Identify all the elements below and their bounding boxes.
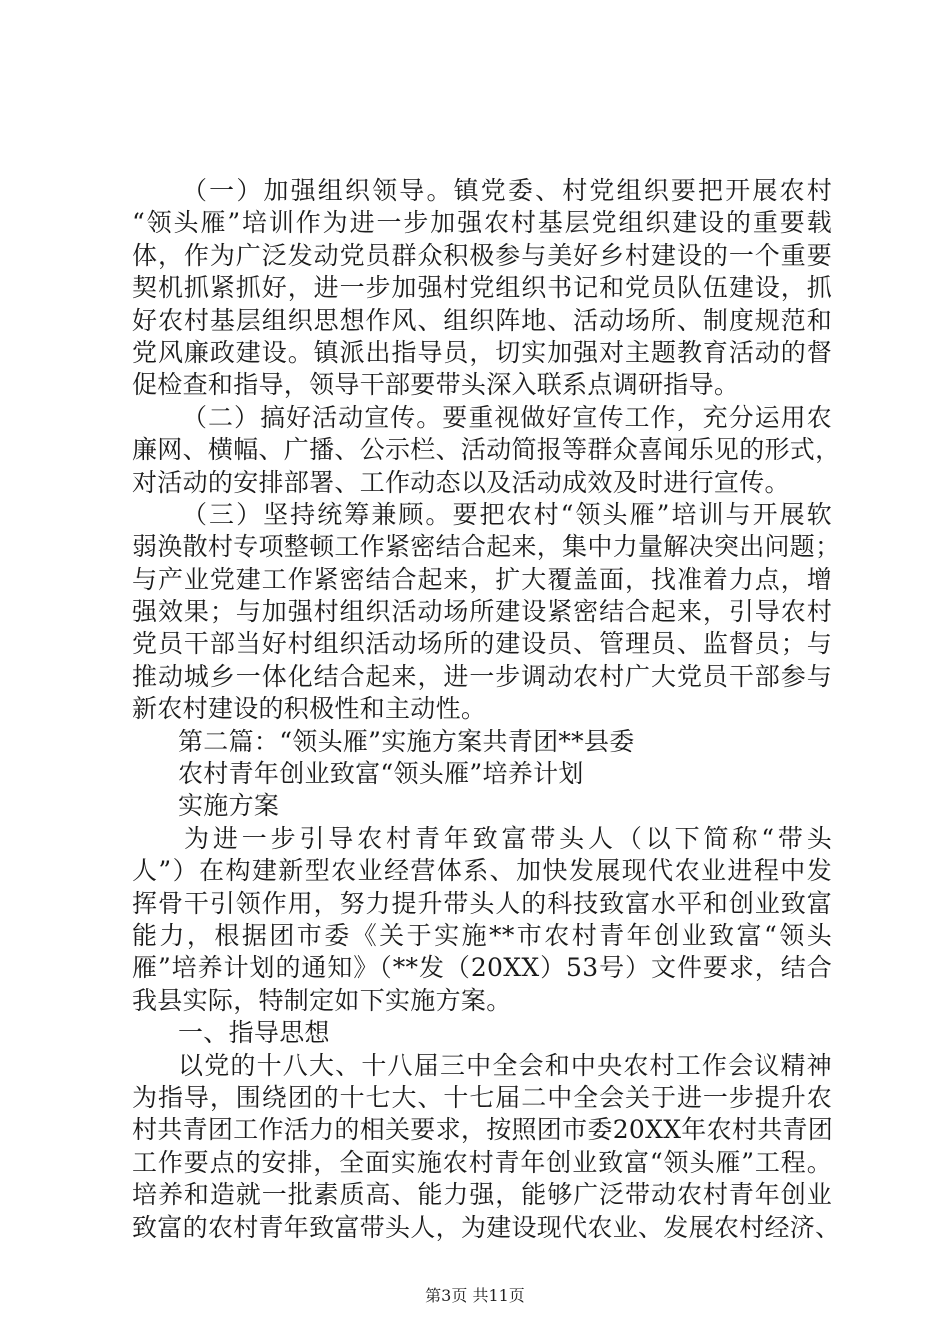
text-line: 契机抓紧抓好，进一步加强村党组织书记和党员队伍建设，抓: [132, 273, 832, 303]
text-line: 新农村建设的积极性和主动性。: [132, 694, 487, 724]
text-line: 强效果；与加强村组织活动场所建设紧密结合起来，引导农村: [132, 597, 832, 627]
text-line: 一、指导思想: [178, 1018, 330, 1048]
text-line: 以党的十八大、十八届三中全会和中央农村工作会议精神: [178, 1050, 832, 1080]
text-line: 为指导，围绕团的十七大、十七届二中全会关于进一步提升农: [132, 1082, 832, 1112]
text-line: 人”）在构建新型农业经营体系、加快发展现代农业进程中发: [132, 856, 832, 886]
text-line: 雁”培养计划的通知》（**发（20XX）53号）文件要求，结合: [132, 953, 832, 983]
document-body: [132, 175, 841, 1244]
text-line: 挥骨干引领作用，努力提升带头人的科技致富水平和创业致富: [132, 888, 832, 918]
text-line: 工作要点的安排，全面实施农村青年创业致富“领头雁”工程。: [132, 1147, 832, 1177]
text-line: （二）搞好活动宣传。要重视做好宣传工作，充分运用农: [182, 402, 832, 432]
text-line: “领头雁”培训作为进一步加强农村基层党组织建设的重要载: [132, 208, 832, 238]
text-line: 党员干部当好村组织活动场所的建设员、管理员、监督员；与: [132, 629, 832, 659]
text-line: 党风廉政建设。镇派出指导员，切实加强对主题教育活动的督: [132, 337, 832, 367]
text-line: 我县实际，特制定如下实施方案。: [132, 985, 512, 1015]
text-line: 体，作为广泛发动党员群众积极参与美好乡村建设的一个重要: [132, 240, 832, 270]
text-line: 与产业党建工作紧密结合起来，扩大覆盖面，找准着力点，增: [132, 564, 832, 594]
text-line: 对活动的安排部署、工作动态以及活动成效及时进行宣传。: [132, 467, 790, 497]
text-line: 好农村基层组织思想作风、组织阵地、活动场所、制度规范和: [132, 305, 832, 335]
text-line: 廉网、横幅、广播、公示栏、活动简报等群众喜闻乐见的形式，: [132, 435, 841, 465]
text-line: 促检查和指导，领导干部要带头深入联系点调研指导。: [132, 370, 740, 400]
page-footer: 第3页 共11页: [425, 1286, 525, 1305]
text-line: 农村青年创业致富“领头雁”培养计划: [178, 759, 584, 789]
text-line: （三）坚持统筹兼顾。要把农村“领头雁”培训与开展软: [182, 499, 832, 529]
text-line: 村共青团工作活力的相关要求，按照团市委20XX年农村共青团: [132, 1115, 834, 1145]
text-line: 为进一步引导农村青年致富带头人（以下简称“带头: [184, 823, 832, 853]
text-line: 推动城乡一体化结合起来，进一步调动农村广大党员干部参与: [132, 661, 832, 691]
text-line: 实施方案: [178, 791, 280, 821]
text-line: 弱涣散村专项整顿工作紧密结合起来，集中力量解决突出问题；: [132, 532, 841, 562]
text-line: 致富的农村青年致富带头人，为建设现代农业、发展农村经济、: [132, 1212, 841, 1242]
text-line: 第二篇：“领头雁”实施方案共青团**县委: [178, 726, 635, 756]
text-line: 能力，根据团市委《关于实施**市农村青年创业致富“领头: [132, 920, 832, 950]
text-line: （一）加强组织领导。镇党委、村党组织要把开展农村: [182, 176, 832, 205]
text-line: 培养和造就一批素质高、能力强，能够广泛带动农村青年创业: [132, 1180, 832, 1210]
